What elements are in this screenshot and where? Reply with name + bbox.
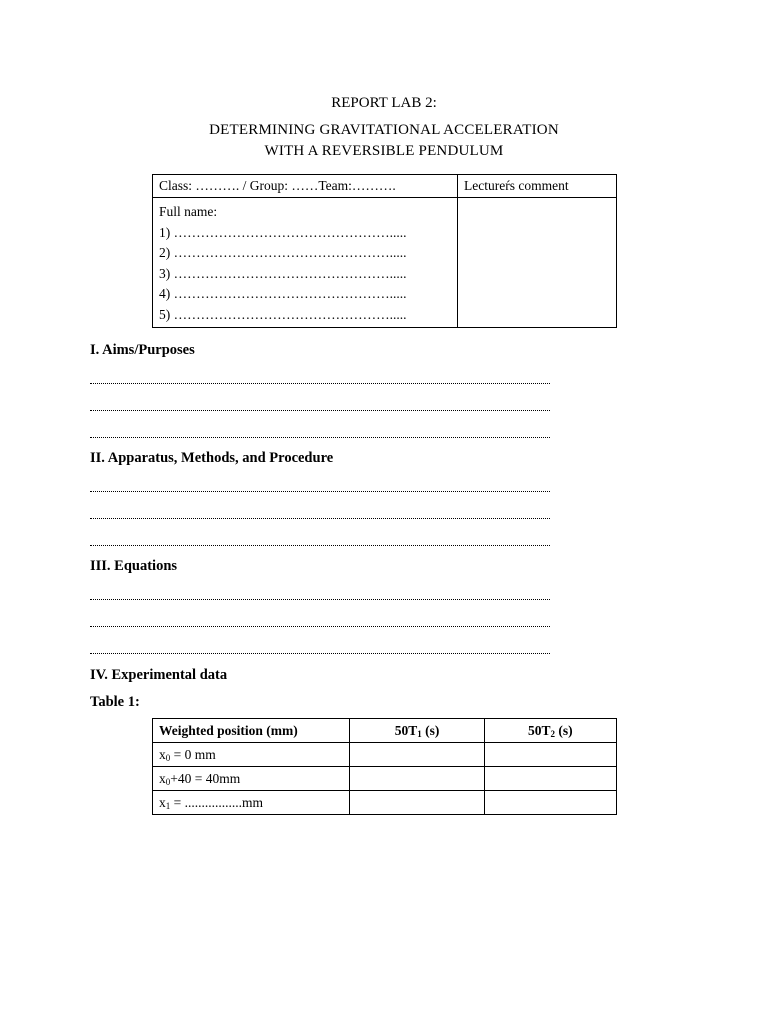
col-header-weighted-position: Weighted position (mm) bbox=[153, 719, 350, 743]
col-header-50t1: $50T_1$ (s) bbox=[350, 719, 484, 743]
name-line-2[interactable]: 2) …………………………………………..... bbox=[159, 245, 407, 260]
class-group-team-field[interactable]: Class: ………. / Group: ……Team:………. bbox=[153, 175, 458, 198]
equations-answer-line-2[interactable] bbox=[90, 616, 550, 627]
equations-answer-line-3[interactable] bbox=[90, 643, 550, 654]
name-line-5[interactable]: 5) …………………………………………..... bbox=[159, 306, 407, 322]
student-info-table bbox=[152, 174, 617, 328]
table-1 bbox=[152, 718, 617, 815]
table-row bbox=[153, 767, 617, 791]
t2-input-cell[interactable] bbox=[484, 767, 616, 791]
table1-caption: Table 1: bbox=[90, 694, 140, 710]
name-line-1[interactable]: 1) …………………………………………..... bbox=[159, 224, 407, 240]
lecturer-comment-header: Lectureŕs comment bbox=[458, 175, 617, 198]
name-line-3[interactable]: 3) …………………………………………..... bbox=[159, 265, 407, 281]
apparatus-answer-line-2[interactable] bbox=[90, 508, 550, 519]
report-subtitle bbox=[0, 120, 768, 162]
section-experimental-heading: IV. Experimental data bbox=[90, 667, 228, 683]
apparatus-answer-line-3[interactable] bbox=[90, 535, 550, 546]
t1-input-cell[interactable] bbox=[350, 767, 484, 791]
apparatus-answer-line-1[interactable] bbox=[90, 481, 550, 492]
full-name-label: Full name: bbox=[159, 204, 218, 219]
equations-answer-line-1[interactable] bbox=[90, 589, 550, 600]
aims-answer-line-1[interactable] bbox=[90, 373, 550, 384]
aims-answer-line-3[interactable] bbox=[90, 427, 550, 438]
t2-input-cell[interactable] bbox=[484, 791, 616, 815]
t1-input-cell[interactable] bbox=[350, 743, 484, 767]
section-apparatus-heading: II. Apparatus, Methods, and Procedure bbox=[90, 450, 334, 466]
report-title: REPORT LAB 2: bbox=[331, 95, 437, 111]
subtitle-line-1: DETERMINING GRAVITATIONAL ACCELERATION bbox=[209, 122, 559, 138]
position-cell: $x_1 = .................mm$ bbox=[153, 791, 350, 815]
t2-input-cell[interactable] bbox=[484, 743, 616, 767]
position-cell: $x_0+40 = 40mm$ bbox=[153, 767, 350, 791]
table-row bbox=[153, 743, 617, 767]
section-equations-heading: III. Equations bbox=[90, 558, 178, 574]
position-cell: $x_0 = 0$ mm bbox=[153, 743, 350, 767]
subtitle-line-2: WITH A REVERSIBLE PENDULUM bbox=[264, 143, 504, 159]
section-aims-heading: I. Aims/Purposes bbox=[90, 342, 195, 358]
aims-answer-line-2[interactable] bbox=[90, 400, 550, 411]
full-name-cell bbox=[153, 198, 458, 328]
t1-input-cell[interactable] bbox=[350, 791, 484, 815]
name-line-4[interactable]: 4) …………………………………………..... bbox=[159, 286, 407, 301]
col-header-50t2: $50T_2$ (s) bbox=[484, 719, 616, 743]
lecturer-comment-box[interactable] bbox=[458, 198, 617, 328]
table-row bbox=[153, 791, 617, 815]
